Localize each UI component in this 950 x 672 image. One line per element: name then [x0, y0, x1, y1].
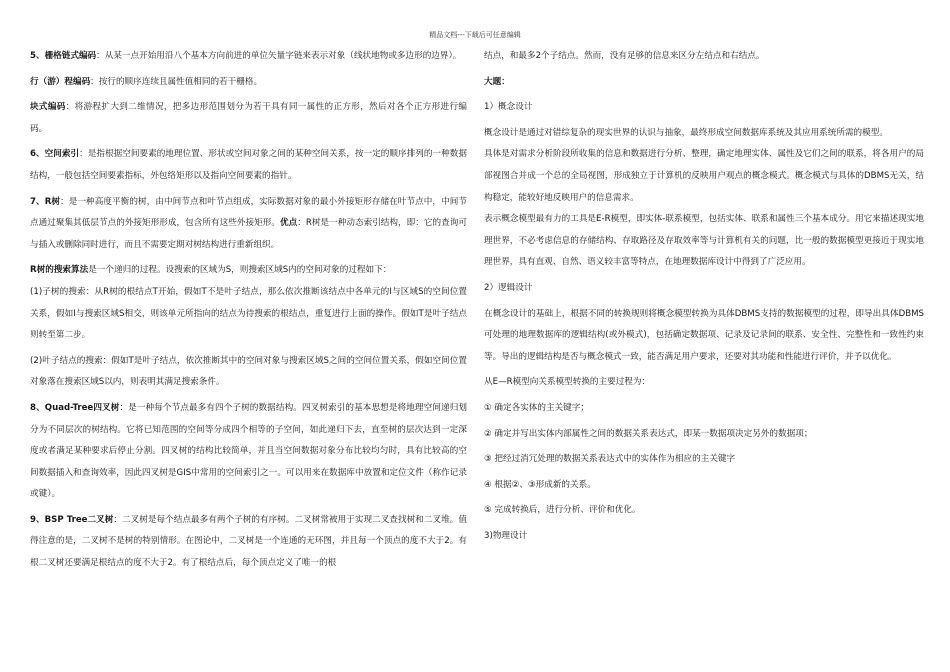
- term-block-code: 块式编码: [30, 102, 66, 113]
- term-r-tree-search: R树的搜索算法: [30, 265, 89, 276]
- definition-text: ：是一种每个节点最多有四个子树的数据结构。四叉树索引的基本思想是将地理空间递归划分为不同层次的树结构。它将已知范围的空间等分成四个相等的子空间，如此递归下去，直至树的层次达到一定深度或者满足某种要求后停止分割。四叉树的结构比较简单，并且当空间数据对象分布比较均匀时，具有比较高的空间数据插入和查询效率，因此四叉树是GIS中常用的空间索引之一。可以用来在数据库中放置和定位文件（称作记录或键）。: [30, 402, 467, 500]
- term-advantage: 优点: [279, 218, 298, 229]
- paragraph-bsp-continued: 结点，和最多2个子结点。然而，没有足够的信息来区分左结点和右结点。: [484, 51, 765, 61]
- list-item-step-3: ③ 把经过消冗处理的数据关系表达式中的实体作为相应的主关键字: [484, 454, 736, 465]
- paragraph-bsp-tree: [30, 510, 467, 575]
- list-item-step-5: ⑤ 完成转换后，进行分析、评价和优化。: [484, 505, 641, 516]
- paragraph-conceptual-design: 概念设计是通过对错综复杂的现实世界的认识与抽象，最终形成空间数据库系统及其应用系统所需的模型。: [484, 127, 888, 138]
- paragraph-er-model: 表示概念模型最有力的工具是E-R模型，即实体-联系模型，包括实体、联系和属性三个基本成分。用它来描述现实地理世界，不必考虑信息的存储结构、存取路径及存取效率等与计算机有关的问题，比一般的数据模型更接近于现实地理世界，具有直观、自然、语义较丰富等特点，在地理数据库设计中得到了广泛应用。: [484, 214, 924, 268]
- definition-text: ：按行的顺序连续且属性值相同的若干栅格。: [90, 76, 263, 87]
- definition-text: ：二叉树是每个结点最多有两个子树的有序树。二叉树常被用于实现二叉查找树和二叉堆。值得注意的是，二叉树不是树的特别情形。在图论中，二叉树是一个连通的无环图，并且每一个顶点的度不大于2。有根二叉树还要满足根结点的度不大于2。有了根结点后，每个顶点定义了唯一的根: [30, 514, 467, 569]
- paragraph-run-length-code: [30, 72, 467, 94]
- paragraph-r-tree: [30, 192, 467, 257]
- definition-text: ：从某一点开始用沿八个基本方向前进的单位矢量字链来表示对象（线状地物或多边形的边界）。: [96, 51, 462, 61]
- list-item-step-1: ① 确定各实体的主关键字；: [484, 402, 589, 413]
- subheading-logical-design: 2）逻辑设计: [484, 282, 533, 293]
- term-raster-chain-code: 5、栅格链式编码: [30, 51, 97, 61]
- paragraph-spatial-index: [30, 144, 467, 187]
- subheading-physical-design: 3)物理设计: [484, 530, 528, 541]
- definition-text: ：是一种高度平衡的树，由中间节点和叶节点组成，实际数据对象的最小外接矩形存储在叶节点中，中间节点通过聚集其低层节点的外接矩形形成，包含所有这些外接矩形。: [30, 196, 467, 229]
- term-quadtree: 8、Quad-Tree四叉树: [30, 402, 120, 413]
- paragraph-subtree-search: (1)子树的搜索：从R树的根结点T开始，假如T不是叶子结点，那么依次推断该结点中各单元的I与区域S的空间位置关系，假如I与搜索区域S相交，则该单元所指向的结点为待搜索的根结点，重复进行上面的操作。假如T是叶子结点则转至第二步。: [30, 286, 467, 341]
- list-item-step-2: ② 确定并写出实体内部属性之间的数据关系表达式，即某一数据项决定另外的数据项；: [484, 428, 813, 439]
- paragraph-leaf-search: (2)叶子结点的搜索：假如T是叶子结点，依次推断其中的空间对象与搜索区域S之间的空间位置关系，假如空间位置对象落在搜索区域S以内，则表明其满足搜索条件。: [30, 355, 467, 388]
- right-column: [484, 46, 924, 547]
- definition-text: ：是指根据空间要素的地理位置、形状或空间对象之间的某种空间关系，按一定的顺序排列的一种数据结构，一般包括空间要素指标，外包络矩形以及指向空间要素的指针。: [30, 149, 467, 181]
- section-heading-major-questions: 大题：: [484, 76, 510, 87]
- definition-text: ：R树是一种动态索引结构，即：它的查询可与插入或删除同时进行，而且不需要定期对树结构进行重新组织。: [30, 218, 467, 250]
- term-spatial-index: 6、空间索引: [30, 149, 80, 160]
- term-run-length-code: 行（游）程编码: [30, 76, 91, 87]
- subheading-conceptual-design: 1）概念设计: [484, 102, 533, 113]
- paragraph-raster-chain-code: [30, 46, 467, 68]
- paragraph-block-code: [30, 97, 467, 140]
- paragraph-logical-design: 在概念设计的基础上，根据不同的转换规则将概念模型转换为具体DBMS支持的数据模型的过程，即导出具体DBMS可处理的地理数据库的逻辑结构(或外模式)，包括确定数据项、记录及记录间的联系、安全性、完整性和一致性约束等。导出的逻辑结构是否与概念模式一致，能否满足用户要求，还要对其功能和性能进行评价，并予以优化。: [484, 308, 924, 362]
- paragraph-r-tree-search: [30, 260, 467, 282]
- definition-text: ：将游程扩大到二维情况，把多边形范围划分为若干具有同一属性的正方形，然后对各个正方形进行编码。: [30, 102, 467, 134]
- term-r-tree: 7、R树: [30, 196, 61, 207]
- list-item-step-4: ④ 根据②、③形成新的关系。: [484, 479, 596, 490]
- term-bsp-tree: 9、BSP Tree二叉树: [30, 514, 114, 525]
- paragraph-quadtree: [30, 398, 467, 506]
- left-column: [30, 46, 467, 575]
- paragraph-requirements-analysis: 具体是对需求分析阶段所收集的信息和数据进行分析、整理，确定地理实体、属性及它们之间的联系，将各用户的局部视图合并成一个总的全局视图，形成独立于计算机的反映用户观点的概念模式。概念模式与具体的DBMS无关，结构稳定，能较好地反映用户的信息需求。: [484, 149, 924, 203]
- paragraph-er-to-relational: 从E—R模型向关系模型转换的主要过程为：: [484, 377, 651, 388]
- page-header: 精品文档---下载后可任意编辑: [429, 31, 521, 39]
- definition-text: 是一个递归的过程。设搜索的区域为S，则搜索区域S内的空间对象的过程如下：: [88, 265, 392, 276]
